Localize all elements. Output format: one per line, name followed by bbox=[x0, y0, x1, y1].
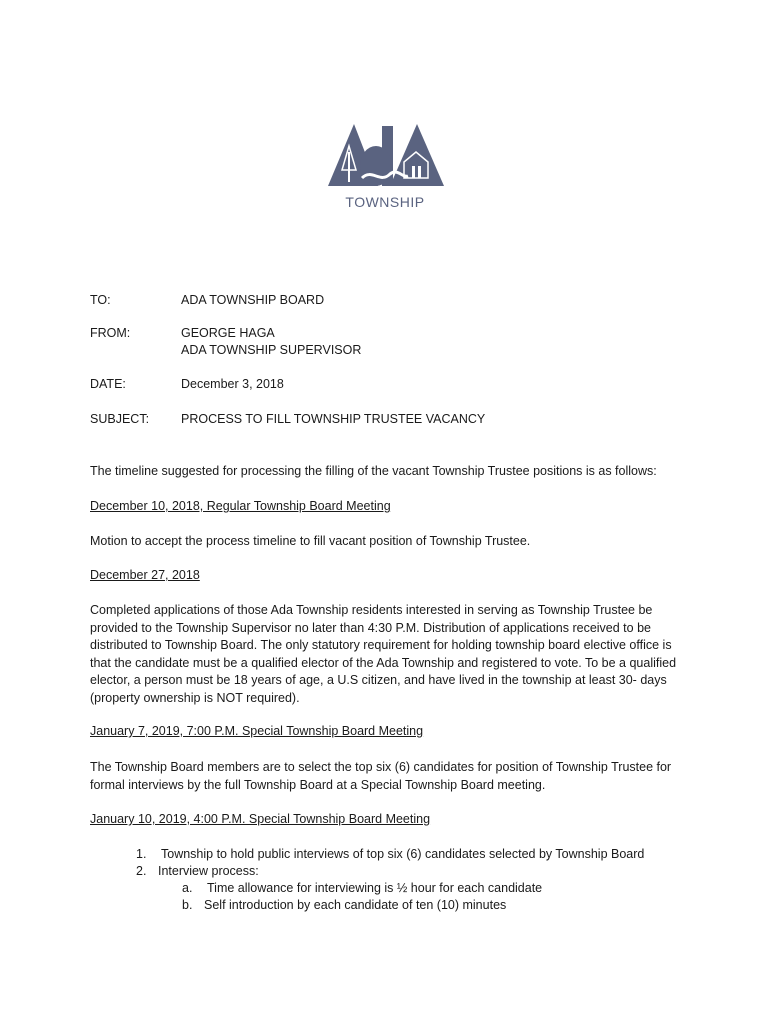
logo-wordmark: TOWNSHIP bbox=[345, 194, 425, 210]
section-heading-dec27: December 27, 2018 bbox=[90, 568, 200, 582]
sub-list-item-text: Time allowance for interviewing is ½ hour for each candidate bbox=[207, 881, 543, 895]
section-text-jan7: The Township Board members are to select the top six (6) candidates for position of Township Trustee for formal interviews by the full Township Board at a Special Township Board meeting. bbox=[90, 760, 672, 792]
list-item-text: Township to hold public interviews of top six (6) candidates selected by Township Board bbox=[161, 847, 645, 861]
from-label: FROM: bbox=[90, 326, 131, 340]
section-heading-jan7: January 7, 2019, 7:00 P.M. Special Township Board Meeting bbox=[90, 724, 424, 738]
from-title: ADA TOWNSHIP SUPERVISOR bbox=[181, 343, 362, 357]
from-name: GEORGE HAGA bbox=[181, 326, 275, 340]
subject-value: PROCESS TO FILL TOWNSHIP TRUSTEE VACANCY bbox=[181, 412, 486, 426]
list-item bbox=[136, 864, 259, 878]
date-label: DATE: bbox=[90, 377, 126, 391]
sub-list-item bbox=[182, 881, 543, 895]
sub-list-marker: b. bbox=[182, 898, 193, 912]
date-value: December 3, 2018 bbox=[181, 377, 284, 391]
list-item bbox=[136, 847, 645, 861]
to-label: TO: bbox=[90, 293, 111, 307]
section-heading-jan10: January 10, 2019, 4:00 P.M. Special Township Board Meeting bbox=[90, 812, 431, 826]
list-marker: 1. bbox=[136, 847, 147, 861]
sub-list-marker: a. bbox=[182, 881, 193, 895]
list-marker: 2. bbox=[136, 864, 147, 878]
section-heading-dec10: December 10, 2018, Regular Township Board Meeting bbox=[90, 499, 391, 513]
list-item-text: Interview process: bbox=[158, 864, 259, 878]
sub-list-item-text: Self introduction by each candidate of ten (10) minutes bbox=[204, 898, 507, 912]
sub-list-item bbox=[182, 898, 507, 912]
ada-township-logo bbox=[320, 118, 450, 218]
intro-paragraph: The timeline suggested for processing the filling of the vacant Township Trustee positions is as follows: bbox=[90, 464, 657, 478]
section-text-dec27: Completed applications of those Ada Township residents interested in serving as Township Trustee be provided to the Township Supervisor no later than 4:30 P.M. Distribution of applications received to be distributed to Township Board. The only statutory requirement for holding township board elective office is that the candidate must be a qualified elector of the Ada Township and registered to vote. To be a qualified elector, a person must be 18 years of age, a U.S citizen, and have lived in the township at least 30- days (property ownership is NOT required). bbox=[90, 603, 677, 705]
section-text-dec10: Motion to accept the process timeline to fill vacant position of Township Trustee. bbox=[90, 534, 531, 548]
subject-label: SUBJECT: bbox=[90, 412, 150, 426]
ada-logo-mark-icon bbox=[320, 118, 450, 194]
to-value: ADA TOWNSHIP BOARD bbox=[181, 293, 325, 307]
